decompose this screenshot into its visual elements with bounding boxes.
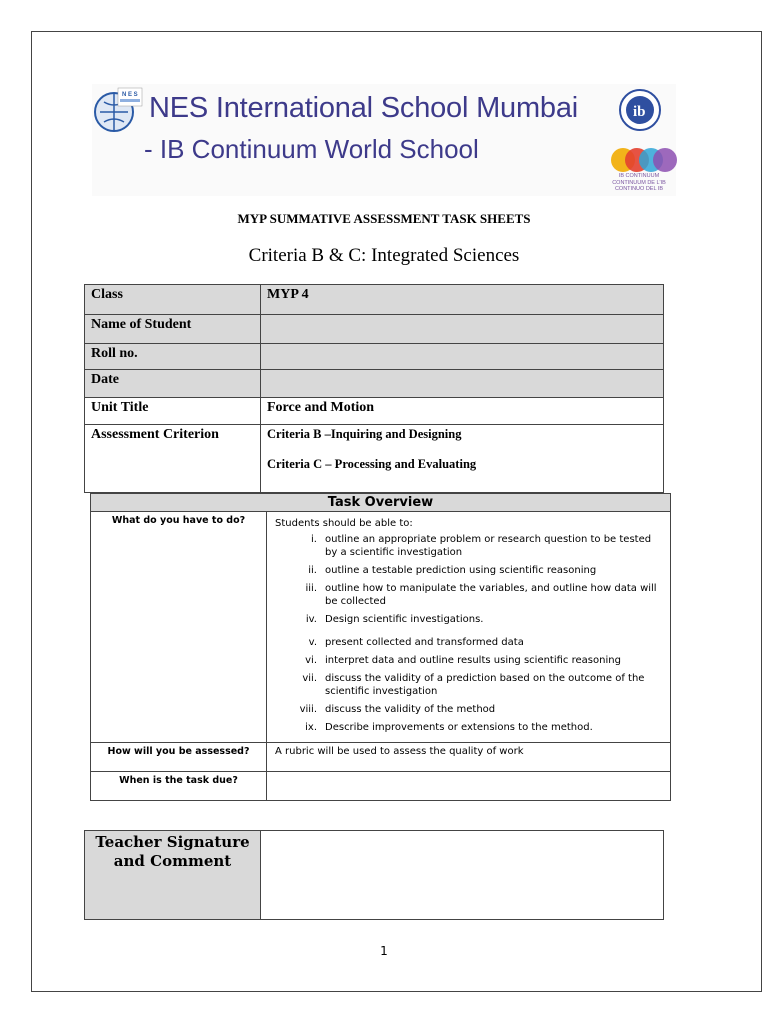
roll-no-field[interactable]	[261, 344, 664, 370]
ib-text-line: CONTINUO DEL IB	[614, 186, 664, 192]
question-how-assessed: How will you be assessed?	[91, 743, 267, 772]
unit-title-label: Unit Title	[85, 398, 261, 425]
criterion-b: Criteria B –Inquiring and Designing	[267, 427, 462, 441]
list-item: ii. outline a testable prediction using scientific reasoning	[308, 565, 597, 576]
question-when-due: When is the task due?	[91, 772, 267, 801]
school-name-line1: NES International School Mumbai	[149, 92, 579, 124]
nes-school-logo-icon	[92, 84, 146, 138]
date-label: Date	[85, 370, 261, 398]
answer-how-assessed: A rubric will be used to assess the quality of work	[267, 743, 671, 772]
page-number: 1	[380, 944, 388, 958]
ib-text-line: IB CONTINUUM	[618, 173, 660, 179]
task-overview-heading: Task Overview	[91, 494, 671, 512]
ib-continuum-text	[604, 173, 674, 193]
school-header	[92, 84, 676, 196]
ib-logo-icon	[617, 88, 663, 132]
ib-continuum-circles-icon	[610, 146, 678, 174]
criterion-c: Criteria C – Processing and Evaluating	[267, 457, 477, 471]
student-name-label: Name of Student	[85, 315, 261, 344]
list-item: ix. Describe improvements or extensions to the method.	[305, 722, 593, 733]
document-subtitle: Criteria B & C: Integrated Sciences	[248, 245, 520, 266]
school-name-line2: - IB Continuum World School	[144, 134, 479, 164]
teacher-signature-field[interactable]	[261, 831, 664, 920]
class-value: MYP 4	[261, 285, 664, 315]
list-item: iii. outline how to manipulate the variables, and outline how data will be collected	[305, 583, 657, 607]
teacher-signature-label: Teacher Signature and Comment	[85, 831, 261, 920]
assessment-criterion-label: Assessment Criterion	[85, 425, 261, 493]
list-item: iv. Design scientific investigations.	[305, 614, 484, 625]
objectives-list	[275, 533, 662, 734]
student-info-table	[84, 284, 664, 493]
document-title: MYP SUMMATIVE ASSESSMENT TASK SHEETS	[237, 211, 531, 226]
list-item: vii. discuss the validity of a prediction based on the outcome of the scientific investigation	[302, 673, 645, 697]
task-description	[267, 512, 671, 743]
assessment-criterion-value	[261, 425, 664, 493]
task-overview-table	[90, 493, 671, 801]
list-item: viii. discuss the validity of the method	[299, 704, 496, 715]
svg-text:N E S: N E S	[122, 92, 138, 98]
unit-title-value: Force and Motion	[261, 398, 664, 425]
ib-text-line: CONTINUUM DE L'IB	[612, 179, 666, 186]
list-item: v. present collected and transformed data	[308, 637, 524, 648]
date-field[interactable]	[261, 370, 664, 398]
roll-no-label: Roll no.	[85, 344, 261, 370]
task-intro: Students should be able to:	[275, 518, 413, 529]
student-name-field[interactable]	[261, 315, 664, 344]
question-what-to-do: What do you have to do?	[91, 512, 267, 743]
svg-text:ib: ib	[633, 104, 646, 120]
answer-when-due[interactable]	[267, 772, 671, 801]
teacher-signature-table	[84, 830, 664, 920]
list-item: i. outline an appropriate problem or research question to be tested by a scientific investigation	[311, 534, 652, 558]
class-label: Class	[85, 285, 261, 315]
list-item: vi. interpret data and outline results using scientific reasoning	[305, 655, 621, 666]
